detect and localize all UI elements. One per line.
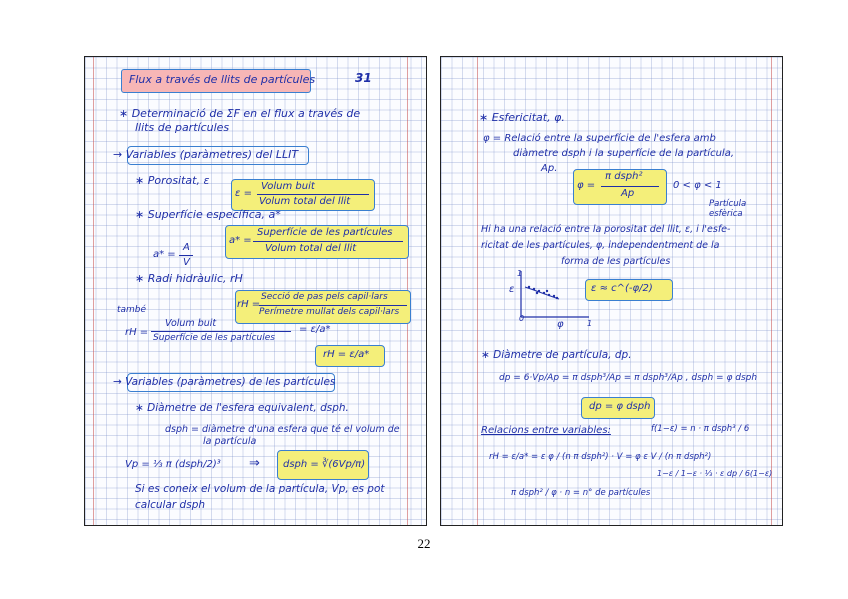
margin-line [93,57,94,525]
surface-numerator: Superfície de les partícules [257,227,393,238]
dp-formula: dp = 6·Vp/Ap = π dsph³/Ap = π dsph³/Ap , dsph = φ dsph [499,373,758,383]
fraction-bar [179,255,193,256]
relations-label: Relacions entre variables: [481,425,611,436]
phi-definition: φ = Relació entre la superfície de l'esfera amb [483,133,716,144]
fraction-bar [601,186,659,187]
graph-formula: ε ≈ c^(-φ/2) [591,283,653,294]
dsph-definition-cont: la partícula [203,436,257,447]
rh-alt-numerator: Volum buit [165,318,217,329]
rh-alt-result: = ε/a* [299,324,331,335]
tambe-label: també [117,305,147,315]
radius-label: ∗ Radi hidràulic, rH [135,272,243,285]
relations-formula-3: 1−ε / 1−ε · ⅓ · ε dp / 6(1−ε) [657,469,773,478]
notebook-page-right [440,56,783,526]
radius-lhs: rH = [237,299,261,310]
notebook-page-left [84,56,427,526]
radius-numerator: Secció de pas pels capil·lars [261,292,388,302]
phi-denominator: Ap [621,188,635,199]
diameter-label: ∗ Diàmetre de l'esfera equivalent, dsph. [135,402,349,414]
porosity-label: ∗ Porositat, ε [135,174,210,187]
dsph-definition: dsph = diàmetre d'una esfera que té el volum de [165,424,400,435]
margin-line [477,57,478,525]
fraction-bar [151,331,291,332]
phi-definition-cont: diàmetre dsph i la superfície de la partícula, [513,148,735,159]
section-heading-cont: llits de partícules [135,121,230,134]
porosity-denominator: Volum total del llit [259,196,351,207]
surface-denominator: Volum total del llit [265,243,357,254]
graph-x-origin: 0 [519,314,525,323]
graph-x-label: φ [557,319,564,330]
a-star-lhs: a* = [153,249,176,260]
sphere-note: Partícula esfèrica [709,199,747,219]
porosity-sphericity-sketch [501,267,591,329]
note-line-1: Si es coneix el volum de la partícula, Vp, es pot [135,483,385,495]
dp-result: dp = φ dsph [589,401,651,412]
variables-bed-heading: → Variables (paràmetres) del LLIT [113,148,299,161]
note-line-2: calcular dsph [135,499,206,511]
phi-range: 0 < φ < 1 [673,180,722,191]
fraction-bar [257,194,369,195]
section-heading: ∗ Determinació de ΣF en el flux a través de [119,107,361,120]
graph-y-label: ε [509,284,515,295]
a-star-numerator: A [183,242,190,253]
page-number: 22 [417,536,431,551]
rh-alt-denominator: Superfície de les partícules [153,333,275,343]
fraction-bar [259,305,407,306]
relation-text-2: ricitat de les partícules, φ, independentment de la [481,240,720,251]
phi-lhs: φ = [577,180,596,191]
vp-formula: Vp = ⅓ π (dsph/2)³ [125,459,221,470]
porosity-numerator: Volum buit [261,181,315,192]
variables-particles-heading: → Variables (paràmetres) de les partícules [113,376,336,388]
surface-lhs: a* = [229,235,252,246]
radius-denominator: Perímetre mullat dels capil·lars [259,307,400,317]
relation-text-1: Hi ha una relació entre la porositat del llit, ε, i l'esfe- [481,224,731,235]
dsph-formula: dsph = ∛(6Vp/π) [283,459,366,470]
porosity-lhs: ε = [235,188,252,199]
phi-definition-ap: Ap. [541,163,558,174]
phi-numerator: π dsph² [605,171,643,182]
surface-label: ∗ Superfície específica, a* [135,208,281,221]
dp-label: ∗ Diàmetre de partícula, dp. [481,349,632,361]
a-star-denominator: V [183,257,190,268]
margin-line [771,57,772,525]
implies-arrow: ⇒ [249,456,260,471]
rh-result: rH = ε/a* [323,349,370,360]
sphericity-label: ∗ Esfericitat, φ. [479,111,565,124]
handwritten-page-number: 31 [355,71,372,85]
relations-note: π dsph² / φ · n = n° de partícules [511,488,651,498]
relations-formula-2: rH = ε/a* = ε φ / (n π dsph²) · V = φ ε V / (n π dsph²) [489,452,712,462]
relation-text-3: forma de les partícules [561,256,671,267]
fraction-bar [253,241,403,242]
graph-x-end: 1 [587,319,593,328]
rh-alt-lhs: rH = [125,327,149,338]
relations-formula-1: f(1−ε) = n · π dsph³ / 6 [651,424,750,434]
page-title: Flux a través de llits de partícules [129,73,316,86]
graph-y-top: 1 [517,269,523,278]
